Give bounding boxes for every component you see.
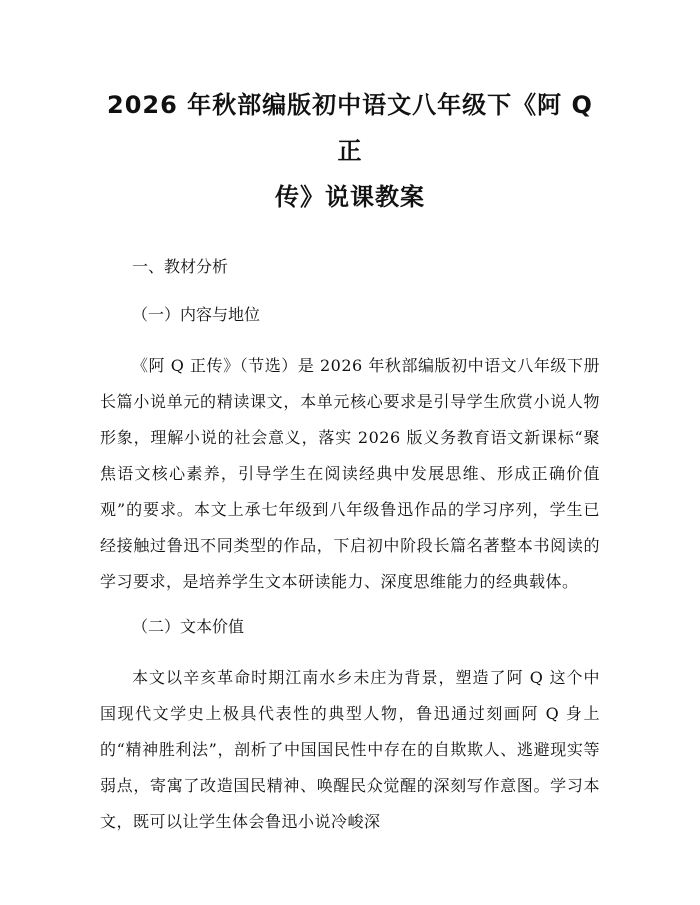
subsection-heading-content-position: （一）内容与地位 — [132, 305, 261, 324]
title-line-2: 传》说课教案 — [275, 183, 425, 211]
section-heading-textbook-analysis: 一、教材分析 — [132, 257, 229, 276]
paragraph-text-value: 本文以辛亥革命时期江南水乡未庄为背景，塑造了阿 Q 这个中国现代文学史上极具代表性的典型人物，鲁迅通过刻画阿 Q 身上的“精神胜利法”，剖析了中国国民性中存在的自欺欺人、逃避现实等弱点，寄寓了改造国民精神、唤醒民众觉醒的深刻写作意图。学习本文，既可以让学生体会鲁迅小说冷峻深 — [100, 668, 600, 831]
paragraph-content-position: 《阿 Q 正传》（节选）是 2026 年秋部编版初中语文八年级下册长篇小说单元的精读课文，本单元核心要求是引导学生欣赏小说人物形象，理解小说的社会意义，落实 2026 版义务教育语文新课标“聚焦语文核心素养，引导学生在阅读经典中发展思维、形成正确价值观”的要求。本文上承七年级到八年级鲁迅作品的学习序列，学生已经接触过鲁迅不同类型的作品，下启初中阶段长篇名著整本书阅读的学习要求，是培养学生文本研读能力、深度思维能力的经典载体。 — [100, 356, 600, 591]
title-line-1: 2026 年秋部编版初中语文八年级下《阿 Q 正 — [107, 91, 593, 165]
subsection-heading-text-value: （二）文本价值 — [132, 617, 245, 636]
document-title — [100, 82, 600, 220]
